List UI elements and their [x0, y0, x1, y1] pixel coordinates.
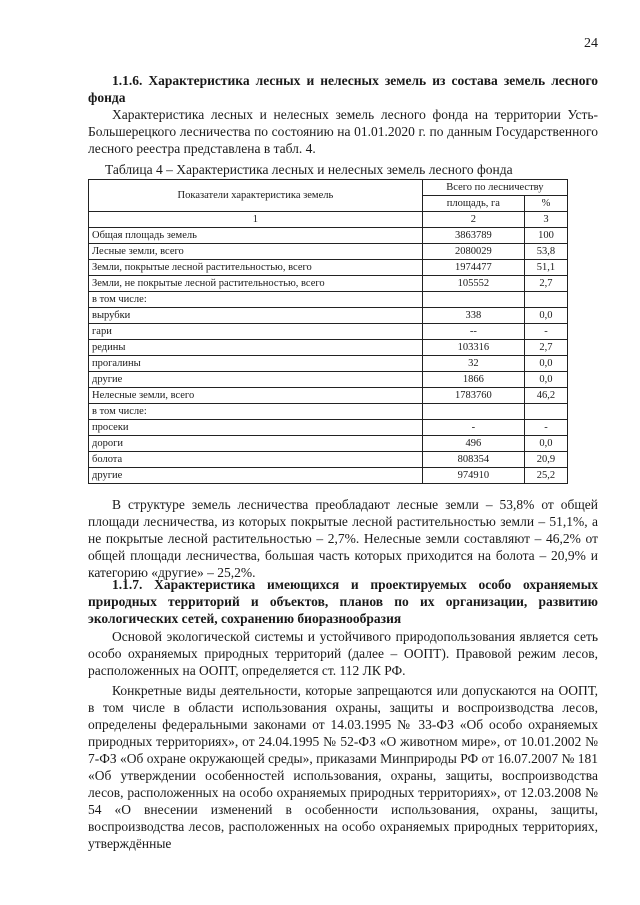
row-label: гари: [89, 324, 423, 340]
row-label: другие: [89, 372, 423, 388]
header-indicator: Показатели характеристика земель: [89, 180, 423, 212]
header-percent: %: [524, 196, 567, 212]
table-row: [89, 468, 568, 484]
header-area: площадь, га: [422, 196, 524, 212]
land-characteristics-table: [88, 179, 568, 484]
header-total: Всего по лесничеству: [422, 180, 567, 196]
row-label: в том числе:: [89, 292, 423, 308]
row-area: 338: [422, 308, 524, 324]
row-area: 32: [422, 356, 524, 372]
column-index: 1: [89, 212, 423, 228]
row-area: [422, 292, 524, 308]
row-percent: 20,9: [524, 452, 567, 468]
row-percent: 25,2: [524, 468, 567, 484]
row-percent: -: [524, 324, 567, 340]
row-percent: 0,0: [524, 356, 567, 372]
row-label: просеки: [89, 420, 423, 436]
row-percent: 46,2: [524, 388, 567, 404]
row-percent: 51,1: [524, 260, 567, 276]
row-area: -: [422, 420, 524, 436]
row-percent: 0,0: [524, 308, 567, 324]
row-percent: 100: [524, 228, 567, 244]
table-row: [89, 372, 568, 388]
row-label: прогалины: [89, 356, 423, 372]
row-percent: 0,0: [524, 436, 567, 452]
row-area: 496: [422, 436, 524, 452]
row-area: 3863789: [422, 228, 524, 244]
oopt-intro-paragraph: Основой экологической системы и устойчивого природопользования является сеть особо охраняемых природных территорий (далее – ООПТ). Правовой режим лесов, расположенных на ООПТ, определяется ст. 112 ЛК РФ.: [88, 629, 598, 678]
table-row: [89, 260, 568, 276]
table-row: [89, 292, 568, 308]
page-number: 24: [584, 36, 598, 51]
column-index-row: [89, 212, 568, 228]
row-label: Лесные земли, всего: [89, 244, 423, 260]
row-area: 1866: [422, 372, 524, 388]
section-heading-1-1-6: 1.1.6. Характеристика лесных и нелесных земель из состава земель лесного фонда: [88, 73, 598, 105]
row-percent: [524, 292, 567, 308]
row-area: 1783760: [422, 388, 524, 404]
table-row: [89, 340, 568, 356]
row-area: 2080029: [422, 244, 524, 260]
table-row: [89, 404, 568, 420]
row-label: Общая площадь земель: [89, 228, 423, 244]
table-row: [89, 452, 568, 468]
table-row: [89, 420, 568, 436]
row-area: --: [422, 324, 524, 340]
table-row: [89, 356, 568, 372]
row-label: редины: [89, 340, 423, 356]
table-row: [89, 228, 568, 244]
table-row: [89, 244, 568, 260]
row-percent: -: [524, 420, 567, 436]
oopt-regulation-paragraph: Конкретные виды деятельности, которые запрещаются или допускаются на ООПТ, в том числе в области использования охраны, защиты и воспроизводства лесов, определены федеральными законами от 14.03.1995 № 33-ФЗ «Об особо охраняемых природных территориях», от 24.04.1995 № 52-ФЗ «О животном мире», от 10.01.2002 № 7-ФЗ «Об охране окружающей среды», приказами Минприроды РФ от 16.07.2007 № 181 «Об утверждении особенностей использования, охраны, защиты, воспроизводства лесов, расположенных на особо охраняемых природных территориях», от 12.03.2008 № 54 «О внесении изменений в особенности использования, охраны, защиты, воспроизводства лесов, расположенных на особо охраняемых природных территориях, утверждённые: [88, 683, 599, 851]
row-label: Земли, покрытые лесной растительностью, всего: [89, 260, 423, 276]
row-area: 1974477: [422, 260, 524, 276]
row-area: [422, 404, 524, 420]
row-label: вырубки: [89, 308, 423, 324]
row-label: Нелесные земли, всего: [89, 388, 423, 404]
row-label: дороги: [89, 436, 423, 452]
row-area: 103316: [422, 340, 524, 356]
table-row: [89, 324, 568, 340]
table-row: [89, 436, 568, 452]
row-percent: 53,8: [524, 244, 567, 260]
column-index: 3: [524, 212, 567, 228]
row-label: болота: [89, 452, 423, 468]
row-label: в том числе:: [89, 404, 423, 420]
row-area: 808354: [422, 452, 524, 468]
row-percent: 2,7: [524, 340, 567, 356]
row-label: Земли, не покрытые лесной растительностью, всего: [89, 276, 423, 292]
row-percent: 2,7: [524, 276, 567, 292]
row-area: 974910: [422, 468, 524, 484]
column-index: 2: [422, 212, 524, 228]
table-row: [89, 308, 568, 324]
row-area: 105552: [422, 276, 524, 292]
row-label: другие: [89, 468, 423, 484]
table-row: [89, 276, 568, 292]
row-percent: [524, 404, 567, 420]
section-heading-1-1-7: 1.1.7. Характеристика имеющихся и проектируемых особо охраняемых природных территорий и объектов, планов по их организации, развитию экологических сетей, сохранению биоразнообразия: [88, 577, 598, 626]
table-row: [89, 388, 568, 404]
table-caption: Таблица 4 – Характеристика лесных и нелесных земель лесного фонда: [105, 162, 513, 177]
summary-paragraph: В структуре земель лесничества преобладают лесные земли – 53,8% от общей площади лесничества, из которых покрытые лесной растительностью земли – 51,1%, а не покрытые лесной растительностью – 2,7%. Нелесные земли составляют – 46,2% от общей площади лесничества, большая часть которых приходится на болота – 20,9% и категорию «другие» – 25,2%.: [88, 497, 598, 580]
row-percent: 0,0: [524, 372, 567, 388]
intro-paragraph: Характеристика лесных и нелесных земель лесного фонда на территории Усть-Большерецкого лесничества по состоянию на 01.01.2020 г. по данным Государственного лесного реестра представлена в табл. 4.: [88, 107, 598, 156]
